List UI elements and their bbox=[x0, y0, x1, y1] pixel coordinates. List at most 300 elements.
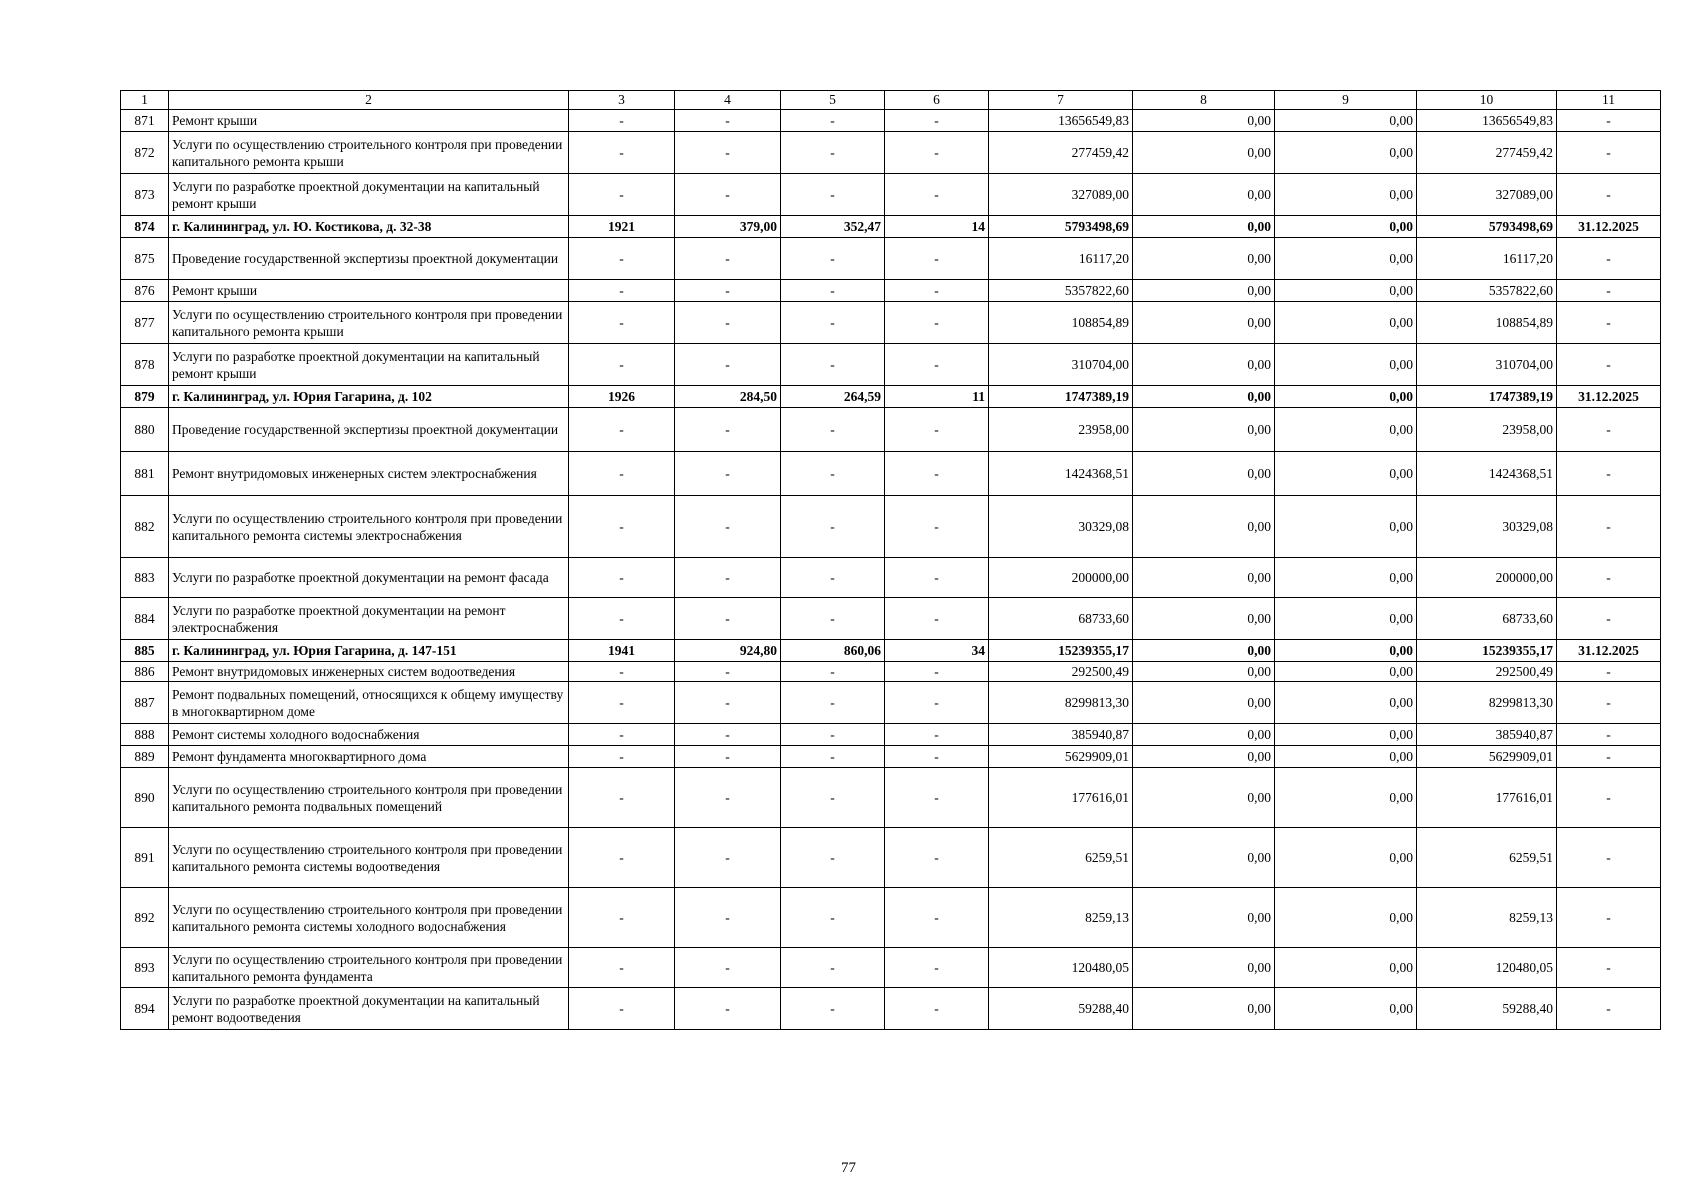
residents-count: - bbox=[885, 302, 989, 344]
year-built: - bbox=[569, 948, 675, 988]
residents-count: - bbox=[885, 746, 989, 768]
row-number: 882 bbox=[121, 496, 169, 558]
living-area: - bbox=[781, 888, 885, 948]
row-number: 884 bbox=[121, 598, 169, 640]
row-number: 886 bbox=[121, 662, 169, 682]
cost-col-10: 5357822,60 bbox=[1417, 280, 1557, 302]
cost-col-8: 0,00 bbox=[1133, 110, 1275, 132]
work-description: Услуги по осуществлению строительного контроля при проведении капитального ремонта системы водоотведения bbox=[169, 828, 569, 888]
cost-col-8: 0,00 bbox=[1133, 132, 1275, 174]
cost-col-10: 310704,00 bbox=[1417, 344, 1557, 386]
year-built: - bbox=[569, 988, 675, 1030]
cost-col-9: 0,00 bbox=[1275, 496, 1417, 558]
residents-count: - bbox=[885, 948, 989, 988]
cost-col-8: 0,00 bbox=[1133, 888, 1275, 948]
total-cost: 108854,89 bbox=[989, 302, 1133, 344]
cost-col-10: 6259,51 bbox=[1417, 828, 1557, 888]
living-area: - bbox=[781, 682, 885, 724]
completion-date: - bbox=[1557, 302, 1661, 344]
row-number: 878 bbox=[121, 344, 169, 386]
cost-col-8: 0,00 bbox=[1133, 452, 1275, 496]
total-cost: 327089,00 bbox=[989, 174, 1133, 216]
total-area: - bbox=[675, 724, 781, 746]
cost-col-9: 0,00 bbox=[1275, 280, 1417, 302]
row-number: 891 bbox=[121, 828, 169, 888]
total-cost: 177616,01 bbox=[989, 768, 1133, 828]
total-area: - bbox=[675, 828, 781, 888]
year-built: - bbox=[569, 496, 675, 558]
living-area: - bbox=[781, 496, 885, 558]
cost-col-10: 16117,20 bbox=[1417, 238, 1557, 280]
column-header: 1 bbox=[121, 91, 169, 110]
table-row bbox=[121, 768, 1661, 828]
work-description: Услуги по осуществлению строительного контроля при проведении капитального ремонта крыши bbox=[169, 302, 569, 344]
living-area: 264,59 bbox=[781, 386, 885, 408]
column-header: 3 bbox=[569, 91, 675, 110]
work-description: Ремонт системы холодного водоснабжения bbox=[169, 724, 569, 746]
work-description: Услуги по разработке проектной документации на капитальный ремонт крыши bbox=[169, 344, 569, 386]
year-built: - bbox=[569, 724, 675, 746]
table-row bbox=[121, 496, 1661, 558]
cost-col-9: 0,00 bbox=[1275, 640, 1417, 662]
cost-col-10: 5629909,01 bbox=[1417, 746, 1557, 768]
table-row bbox=[121, 988, 1661, 1030]
work-description: Услуги по осуществлению строительного контроля при проведении капитального ремонта системы холодного водоснабжения bbox=[169, 888, 569, 948]
work-description: Ремонт крыши bbox=[169, 110, 569, 132]
completion-date: - bbox=[1557, 132, 1661, 174]
completion-date: 31.12.2025 bbox=[1557, 640, 1661, 662]
living-area: - bbox=[781, 746, 885, 768]
total-area: - bbox=[675, 682, 781, 724]
total-area: 284,50 bbox=[675, 386, 781, 408]
cost-col-10: 68733,60 bbox=[1417, 598, 1557, 640]
cost-col-9: 0,00 bbox=[1275, 558, 1417, 598]
living-area: - bbox=[781, 238, 885, 280]
cost-col-10: 13656549,83 bbox=[1417, 110, 1557, 132]
cost-col-8: 0,00 bbox=[1133, 216, 1275, 238]
completion-date: - bbox=[1557, 948, 1661, 988]
work-description: Услуги по осуществлению строительного контроля при проведении капитального ремонта крыши bbox=[169, 132, 569, 174]
living-area: - bbox=[781, 724, 885, 746]
cost-col-10: 108854,89 bbox=[1417, 302, 1557, 344]
column-header: 6 bbox=[885, 91, 989, 110]
completion-date: - bbox=[1557, 888, 1661, 948]
cost-col-10: 327089,00 bbox=[1417, 174, 1557, 216]
residents-count: - bbox=[885, 174, 989, 216]
address-row bbox=[121, 386, 1661, 408]
residents-count: - bbox=[885, 598, 989, 640]
completion-date: 31.12.2025 bbox=[1557, 386, 1661, 408]
year-built: - bbox=[569, 558, 675, 598]
row-number: 892 bbox=[121, 888, 169, 948]
cost-col-8: 0,00 bbox=[1133, 828, 1275, 888]
cost-col-10: 30329,08 bbox=[1417, 496, 1557, 558]
living-area: - bbox=[781, 948, 885, 988]
row-number: 879 bbox=[121, 386, 169, 408]
row-number: 893 bbox=[121, 948, 169, 988]
living-area: - bbox=[781, 302, 885, 344]
year-built: 1941 bbox=[569, 640, 675, 662]
total-cost: 16117,20 bbox=[989, 238, 1133, 280]
total-cost: 30329,08 bbox=[989, 496, 1133, 558]
residents-count: - bbox=[885, 132, 989, 174]
year-built: - bbox=[569, 110, 675, 132]
work-description: Ремонт крыши bbox=[169, 280, 569, 302]
column-header: 10 bbox=[1417, 91, 1557, 110]
page-number: 77 bbox=[841, 1160, 856, 1176]
completion-date: - bbox=[1557, 682, 1661, 724]
completion-date: - bbox=[1557, 238, 1661, 280]
cost-col-9: 0,00 bbox=[1275, 216, 1417, 238]
living-area: - bbox=[781, 452, 885, 496]
cost-col-10: 277459,42 bbox=[1417, 132, 1557, 174]
cost-col-10: 8259,13 bbox=[1417, 888, 1557, 948]
total-area: - bbox=[675, 768, 781, 828]
table-row bbox=[121, 828, 1661, 888]
living-area: - bbox=[781, 558, 885, 598]
table-row bbox=[121, 682, 1661, 724]
total-cost: 5629909,01 bbox=[989, 746, 1133, 768]
total-cost: 277459,42 bbox=[989, 132, 1133, 174]
completion-date: 31.12.2025 bbox=[1557, 216, 1661, 238]
year-built: - bbox=[569, 828, 675, 888]
total-area: 379,00 bbox=[675, 216, 781, 238]
living-area: 352,47 bbox=[781, 216, 885, 238]
cost-col-9: 0,00 bbox=[1275, 132, 1417, 174]
residents-count: - bbox=[885, 344, 989, 386]
table-row bbox=[121, 408, 1661, 452]
cost-col-8: 0,00 bbox=[1133, 280, 1275, 302]
completion-date: - bbox=[1557, 452, 1661, 496]
residents-count: - bbox=[885, 768, 989, 828]
living-area: - bbox=[781, 408, 885, 452]
total-cost: 8259,13 bbox=[989, 888, 1133, 948]
total-area: - bbox=[675, 888, 781, 948]
cost-col-10: 59288,40 bbox=[1417, 988, 1557, 1030]
table-row bbox=[121, 888, 1661, 948]
total-area: - bbox=[675, 110, 781, 132]
residents-count: - bbox=[885, 724, 989, 746]
cost-col-9: 0,00 bbox=[1275, 110, 1417, 132]
cost-col-9: 0,00 bbox=[1275, 988, 1417, 1030]
total-area: - bbox=[675, 452, 781, 496]
cost-col-8: 0,00 bbox=[1133, 496, 1275, 558]
completion-date: - bbox=[1557, 746, 1661, 768]
work-description: Услуги по разработке проектной документации на ремонт электроснабжения bbox=[169, 598, 569, 640]
completion-date: - bbox=[1557, 724, 1661, 746]
work-description: Проведение государственной экспертизы проектной документации bbox=[169, 238, 569, 280]
total-cost: 1424368,51 bbox=[989, 452, 1133, 496]
table-row bbox=[121, 302, 1661, 344]
total-area: - bbox=[675, 746, 781, 768]
total-cost: 13656549,83 bbox=[989, 110, 1133, 132]
year-built: - bbox=[569, 302, 675, 344]
table-row bbox=[121, 452, 1661, 496]
column-header: 9 bbox=[1275, 91, 1417, 110]
cost-col-9: 0,00 bbox=[1275, 682, 1417, 724]
year-built: - bbox=[569, 452, 675, 496]
total-cost: 120480,05 bbox=[989, 948, 1133, 988]
table-row bbox=[121, 558, 1661, 598]
cost-col-9: 0,00 bbox=[1275, 746, 1417, 768]
cost-col-8: 0,00 bbox=[1133, 988, 1275, 1030]
column-header: 2 bbox=[169, 91, 569, 110]
residents-count: 34 bbox=[885, 640, 989, 662]
cost-col-9: 0,00 bbox=[1275, 174, 1417, 216]
residents-count: - bbox=[885, 110, 989, 132]
cost-col-8: 0,00 bbox=[1133, 408, 1275, 452]
cost-col-8: 0,00 bbox=[1133, 640, 1275, 662]
row-number: 872 bbox=[121, 132, 169, 174]
completion-date: - bbox=[1557, 598, 1661, 640]
residents-count: - bbox=[885, 888, 989, 948]
year-built: - bbox=[569, 746, 675, 768]
completion-date: - bbox=[1557, 988, 1661, 1030]
row-number: 889 bbox=[121, 746, 169, 768]
table-row bbox=[121, 174, 1661, 216]
cost-col-9: 0,00 bbox=[1275, 302, 1417, 344]
living-area: - bbox=[781, 280, 885, 302]
repair-program-table bbox=[120, 90, 1661, 1030]
cost-col-8: 0,00 bbox=[1133, 746, 1275, 768]
cost-col-9: 0,00 bbox=[1275, 724, 1417, 746]
year-built: - bbox=[569, 344, 675, 386]
total-area: - bbox=[675, 174, 781, 216]
year-built: - bbox=[569, 408, 675, 452]
work-description: Услуги по осуществлению строительного контроля при проведении капитального ремонта системы электроснабжения bbox=[169, 496, 569, 558]
table-row bbox=[121, 110, 1661, 132]
total-cost: 68733,60 bbox=[989, 598, 1133, 640]
total-area: - bbox=[675, 558, 781, 598]
total-cost: 23958,00 bbox=[989, 408, 1133, 452]
year-built: - bbox=[569, 682, 675, 724]
row-number: 890 bbox=[121, 768, 169, 828]
table-row bbox=[121, 724, 1661, 746]
cost-col-10: 385940,87 bbox=[1417, 724, 1557, 746]
total-area: - bbox=[675, 598, 781, 640]
total-area: - bbox=[675, 988, 781, 1030]
cost-col-10: 177616,01 bbox=[1417, 768, 1557, 828]
living-area: - bbox=[781, 598, 885, 640]
living-area: - bbox=[781, 662, 885, 682]
table-row bbox=[121, 662, 1661, 682]
total-area: - bbox=[675, 302, 781, 344]
year-built: - bbox=[569, 132, 675, 174]
living-area: - bbox=[781, 174, 885, 216]
residents-count: - bbox=[885, 238, 989, 280]
total-area: - bbox=[675, 280, 781, 302]
cost-col-9: 0,00 bbox=[1275, 344, 1417, 386]
cost-col-8: 0,00 bbox=[1133, 682, 1275, 724]
year-built: 1921 bbox=[569, 216, 675, 238]
year-built: - bbox=[569, 662, 675, 682]
work-description: Ремонт внутридомовых инженерных систем водоотведения bbox=[169, 662, 569, 682]
row-number: 871 bbox=[121, 110, 169, 132]
cost-col-10: 1747389,19 bbox=[1417, 386, 1557, 408]
cost-col-9: 0,00 bbox=[1275, 948, 1417, 988]
total-area: - bbox=[675, 132, 781, 174]
total-cost: 1747389,19 bbox=[989, 386, 1133, 408]
address-row bbox=[121, 216, 1661, 238]
row-number: 885 bbox=[121, 640, 169, 662]
total-area: - bbox=[675, 496, 781, 558]
completion-date: - bbox=[1557, 662, 1661, 682]
cost-col-8: 0,00 bbox=[1133, 238, 1275, 280]
cost-col-10: 15239355,17 bbox=[1417, 640, 1557, 662]
table-row bbox=[121, 280, 1661, 302]
total-cost: 8299813,30 bbox=[989, 682, 1133, 724]
work-description: Ремонт фундамента многоквартирного дома bbox=[169, 746, 569, 768]
total-cost: 200000,00 bbox=[989, 558, 1133, 598]
total-area: - bbox=[675, 238, 781, 280]
cost-col-10: 200000,00 bbox=[1417, 558, 1557, 598]
total-cost: 59288,40 bbox=[989, 988, 1133, 1030]
residents-count: - bbox=[885, 496, 989, 558]
cost-col-10: 1424368,51 bbox=[1417, 452, 1557, 496]
column-header: 8 bbox=[1133, 91, 1275, 110]
column-header-row bbox=[121, 91, 1661, 110]
cost-col-9: 0,00 bbox=[1275, 662, 1417, 682]
completion-date: - bbox=[1557, 408, 1661, 452]
living-area: - bbox=[781, 132, 885, 174]
total-cost: 292500,49 bbox=[989, 662, 1133, 682]
cost-col-8: 0,00 bbox=[1133, 302, 1275, 344]
residents-count: 11 bbox=[885, 386, 989, 408]
total-cost: 385940,87 bbox=[989, 724, 1133, 746]
table-row bbox=[121, 948, 1661, 988]
residents-count: 14 bbox=[885, 216, 989, 238]
cost-col-9: 0,00 bbox=[1275, 408, 1417, 452]
cost-col-10: 120480,05 bbox=[1417, 948, 1557, 988]
cost-col-9: 0,00 bbox=[1275, 828, 1417, 888]
table-row bbox=[121, 344, 1661, 386]
total-cost: 5357822,60 bbox=[989, 280, 1133, 302]
year-built: - bbox=[569, 238, 675, 280]
total-cost: 15239355,17 bbox=[989, 640, 1133, 662]
living-area: - bbox=[781, 988, 885, 1030]
cost-col-9: 0,00 bbox=[1275, 888, 1417, 948]
total-cost: 5793498,69 bbox=[989, 216, 1133, 238]
residents-count: - bbox=[885, 452, 989, 496]
row-number: 894 bbox=[121, 988, 169, 1030]
year-built: - bbox=[569, 888, 675, 948]
total-cost: 310704,00 bbox=[989, 344, 1133, 386]
column-header: 11 bbox=[1557, 91, 1661, 110]
column-header: 4 bbox=[675, 91, 781, 110]
living-area: - bbox=[781, 828, 885, 888]
completion-date: - bbox=[1557, 174, 1661, 216]
year-built: - bbox=[569, 598, 675, 640]
work-description: Услуги по разработке проектной документации на капитальный ремонт крыши bbox=[169, 174, 569, 216]
total-area: - bbox=[675, 408, 781, 452]
row-number: 873 bbox=[121, 174, 169, 216]
table-row bbox=[121, 238, 1661, 280]
work-description: г. Калининград, ул. Ю. Костикова, д. 32-38 bbox=[169, 216, 569, 238]
residents-count: - bbox=[885, 682, 989, 724]
row-number: 881 bbox=[121, 452, 169, 496]
cost-col-9: 0,00 bbox=[1275, 768, 1417, 828]
column-header: 5 bbox=[781, 91, 885, 110]
address-row bbox=[121, 640, 1661, 662]
residents-count: - bbox=[885, 828, 989, 888]
completion-date: - bbox=[1557, 828, 1661, 888]
cost-col-8: 0,00 bbox=[1133, 386, 1275, 408]
cost-col-10: 5793498,69 bbox=[1417, 216, 1557, 238]
living-area: - bbox=[781, 768, 885, 828]
work-description: Услуги по разработке проектной документации на ремонт фасада bbox=[169, 558, 569, 598]
row-number: 877 bbox=[121, 302, 169, 344]
work-description: г. Калининград, ул. Юрия Гагарина, д. 102 bbox=[169, 386, 569, 408]
cost-col-8: 0,00 bbox=[1133, 768, 1275, 828]
work-description: Ремонт внутридомовых инженерных систем электроснабжения bbox=[169, 452, 569, 496]
work-description: Ремонт подвальных помещений, относящихся к общему имуществу в многоквартирном доме bbox=[169, 682, 569, 724]
row-number: 876 bbox=[121, 280, 169, 302]
total-area: - bbox=[675, 344, 781, 386]
row-number: 875 bbox=[121, 238, 169, 280]
work-description: г. Калининград, ул. Юрия Гагарина, д. 147-151 bbox=[169, 640, 569, 662]
completion-date: - bbox=[1557, 110, 1661, 132]
total-area: 924,80 bbox=[675, 640, 781, 662]
cost-col-10: 292500,49 bbox=[1417, 662, 1557, 682]
cost-col-9: 0,00 bbox=[1275, 598, 1417, 640]
residents-count: - bbox=[885, 988, 989, 1030]
year-built: - bbox=[569, 280, 675, 302]
total-area: - bbox=[675, 948, 781, 988]
table-row bbox=[121, 598, 1661, 640]
cost-col-9: 0,00 bbox=[1275, 386, 1417, 408]
residents-count: - bbox=[885, 280, 989, 302]
living-area: - bbox=[781, 110, 885, 132]
living-area: 860,06 bbox=[781, 640, 885, 662]
residents-count: - bbox=[885, 408, 989, 452]
cost-col-9: 0,00 bbox=[1275, 452, 1417, 496]
row-number: 887 bbox=[121, 682, 169, 724]
row-number: 888 bbox=[121, 724, 169, 746]
cost-col-8: 0,00 bbox=[1133, 344, 1275, 386]
living-area: - bbox=[781, 344, 885, 386]
residents-count: - bbox=[885, 558, 989, 598]
cost-col-8: 0,00 bbox=[1133, 948, 1275, 988]
cost-col-10: 23958,00 bbox=[1417, 408, 1557, 452]
year-built: - bbox=[569, 174, 675, 216]
row-number: 883 bbox=[121, 558, 169, 598]
work-description: Услуги по осуществлению строительного контроля при проведении капитального ремонта фундамента bbox=[169, 948, 569, 988]
table-row bbox=[121, 132, 1661, 174]
cost-col-9: 0,00 bbox=[1275, 238, 1417, 280]
completion-date: - bbox=[1557, 496, 1661, 558]
total-cost: 6259,51 bbox=[989, 828, 1133, 888]
year-built: - bbox=[569, 768, 675, 828]
completion-date: - bbox=[1557, 280, 1661, 302]
cost-col-8: 0,00 bbox=[1133, 662, 1275, 682]
work-description: Проведение государственной экспертизы проектной документации bbox=[169, 408, 569, 452]
cost-col-8: 0,00 bbox=[1133, 558, 1275, 598]
work-description: Услуги по разработке проектной документации на капитальный ремонт водоотведения bbox=[169, 988, 569, 1030]
column-header: 7 bbox=[989, 91, 1133, 110]
table-row bbox=[121, 746, 1661, 768]
cost-col-8: 0,00 bbox=[1133, 724, 1275, 746]
total-area: - bbox=[675, 662, 781, 682]
row-number: 874 bbox=[121, 216, 169, 238]
cost-col-8: 0,00 bbox=[1133, 598, 1275, 640]
residents-count: - bbox=[885, 662, 989, 682]
cost-col-10: 8299813,30 bbox=[1417, 682, 1557, 724]
completion-date: - bbox=[1557, 344, 1661, 386]
cost-col-8: 0,00 bbox=[1133, 174, 1275, 216]
row-number: 880 bbox=[121, 408, 169, 452]
completion-date: - bbox=[1557, 558, 1661, 598]
work-description: Услуги по осуществлению строительного контроля при проведении капитального ремонта подвальных помещений bbox=[169, 768, 569, 828]
